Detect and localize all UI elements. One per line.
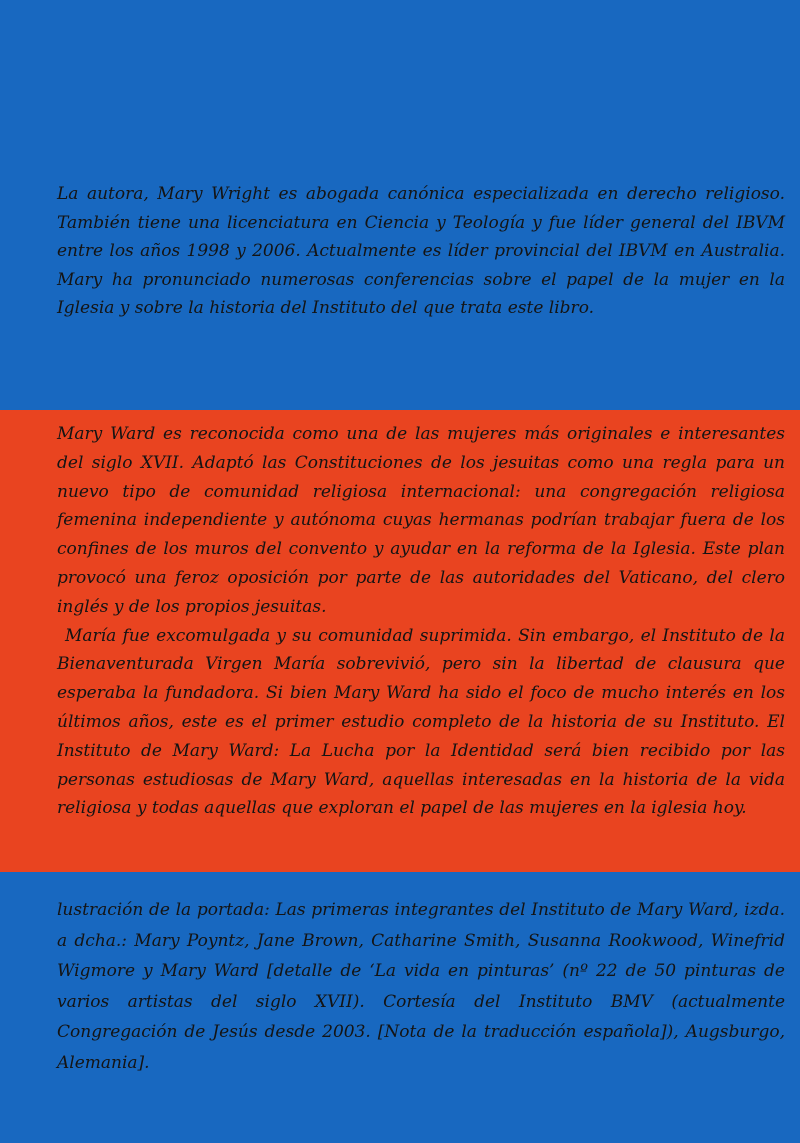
description-paragraph-2-start: María fue excomulgada y su comunidad suprimida. Sin embargo, el Instituto de la Bienaventurada Virgen María sobrevivió, pero sin la libertad de clausura que esperaba la fundadora. Si bien Mary Ward ha sido el foco de mucho interés en los últimos años, este es el primer estudio completo de la historia de su Instituto. [57, 625, 785, 732]
description-paragraph-2-end: será bien recibido por las personas estudiosas de Mary Ward, aquellas interesadas en la historia de la vida religiosa y todas aquellas que exploran el papel de las mujeres en la iglesia hoy. [57, 740, 785, 819]
cover-caption: lustración de la portada: Las primeras integrantes del Instituto de Mary Ward, izda. a dcha.: Mary Poyntz, Jane Brown, Catharine Smith, Susanna Rookwood, Winefrid Wigmore y Mary Ward [detalle de ‘La vida en pinturas’ (nº 22 de 50 pinturas de varios artistas del siglo XVII). Cortesía del Instituto BMV (actualmente Congregación de Jesús desde 2003. [Nota de la traducción española]), Augsburgo, Alemania]. [57, 900, 785, 1073]
author-section [0, 0, 800, 410]
book-title: El Instituto de Mary Ward: La Lucha por la Identidad [57, 711, 785, 761]
book-description [57, 420, 785, 823]
description-paragraph-2 [57, 622, 785, 824]
description-paragraph-1: Mary Ward es reconocida como una de las mujeres más originales e interesantes del siglo XVII. Adaptó las Constituciones de los jesuitas como una regla para un nuevo tipo de comunidad religiosa internacional: una congregación religiosa femenina independiente y autónoma cuyas hermanas podrían trabajar fuera de los confines de los muros del convento y ayudar en la reforma de la Iglesia. Este plan provocó una feroz oposición por parte de las autoridades del Vaticano, del clero inglés y de los propios jesuitas. [57, 424, 785, 617]
author-bio: La autora, Mary Wright es abogada canónica especializada en derecho religioso. También tiene una licenciatura en Ciencia y Teología y fue líder general del IBVM entre los años 1998 y 2006. Actualmente es líder provincial del IBVM en Australia. Mary ha pronunciado numerosas conferencias sobre el papel de la mujer en la Iglesia y sobre la historia del Instituto del que trata este libro. [57, 184, 785, 319]
